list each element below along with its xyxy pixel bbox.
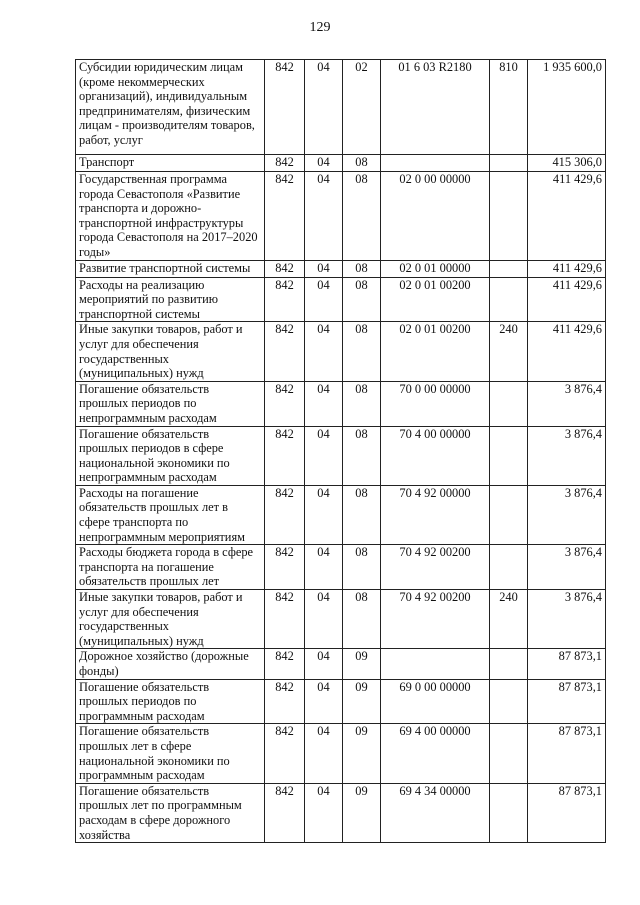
table-row [76,649,606,679]
target-article-cell: 70 4 00 00000 [381,426,490,485]
section-code-cell: 04 [305,381,343,426]
row-name-cell: Государственная программа города Севастополя «Развитие транспорта и дорожно-транспортной инфраструктуры города Севастополя на 2017–2020 годы» [76,172,265,261]
target-article-cell: 70 4 92 00200 [381,545,490,590]
amount-cell: 411 429,6 [528,172,606,261]
section-code-cell: 04 [305,679,343,724]
subsection-code-cell: 08 [343,381,381,426]
ved-code-cell: 842 [265,322,305,381]
subsection-code-cell: 09 [343,679,381,724]
amount-cell: 87 873,1 [528,783,606,842]
ved-code-cell: 842 [265,381,305,426]
target-article-cell: 02 0 01 00200 [381,277,490,322]
section-code-cell: 04 [305,277,343,322]
amount-cell: 411 429,6 [528,322,606,381]
amount-cell: 87 873,1 [528,724,606,783]
subsection-code-cell: 08 [343,545,381,590]
target-article-cell: 69 0 00 00000 [381,679,490,724]
section-code-cell: 04 [305,649,343,679]
subsection-code-cell: 09 [343,783,381,842]
amount-cell: 87 873,1 [528,649,606,679]
table-row [76,60,606,155]
ved-code-cell: 842 [265,679,305,724]
target-article-cell: 70 4 92 00200 [381,590,490,649]
ved-code-cell: 842 [265,485,305,544]
section-code-cell: 04 [305,485,343,544]
target-article-cell: 70 0 00 00000 [381,381,490,426]
expense-type-cell [490,155,528,172]
expense-type-cell [490,426,528,485]
budget-table [75,59,606,843]
row-name-cell: Расходы на реализацию мероприятий по развитию транспортной системы [76,277,265,322]
table-row [76,679,606,724]
subsection-code-cell: 08 [343,277,381,322]
subsection-code-cell: 08 [343,485,381,544]
target-article-cell: 69 4 34 00000 [381,783,490,842]
expense-type-cell [490,545,528,590]
row-name-cell: Расходы бюджета города в сфере транспорта на погашение обязательств прошлых лет [76,545,265,590]
table-row [76,260,606,277]
section-code-cell: 04 [305,724,343,783]
row-name-cell: Транспорт [76,155,265,172]
row-name-cell: Погашение обязательств прошлых периодов по программным расходам [76,679,265,724]
table-row [76,381,606,426]
amount-cell: 1 935 600,0 [528,60,606,155]
expense-type-cell [490,485,528,544]
amount-cell: 3 876,4 [528,485,606,544]
table-row [76,724,606,783]
table-row [76,590,606,649]
target-article-cell: 69 4 00 00000 [381,724,490,783]
ved-code-cell: 842 [265,172,305,261]
expense-type-cell: 810 [490,60,528,155]
amount-cell: 3 876,4 [528,590,606,649]
section-code-cell: 04 [305,590,343,649]
amount-cell: 411 429,6 [528,277,606,322]
row-name-cell: Развитие транспортной системы [76,260,265,277]
ved-code-cell: 842 [265,155,305,172]
target-article-cell [381,649,490,679]
table-row [76,322,606,381]
target-article-cell: 01 6 03 R2180 [381,60,490,155]
ved-code-cell: 842 [265,545,305,590]
subsection-code-cell: 02 [343,60,381,155]
row-name-cell: Расходы на погашение обязательств прошлых лет в сфере транспорта по непрограммным мероприятиям [76,485,265,544]
section-code-cell: 04 [305,426,343,485]
expense-type-cell [490,260,528,277]
table-row [76,155,606,172]
ved-code-cell: 842 [265,60,305,155]
subsection-code-cell: 08 [343,322,381,381]
target-article-cell: 02 0 01 00000 [381,260,490,277]
expense-type-cell [490,649,528,679]
row-name-cell: Погашение обязательств прошлых лет по программным расходам в сфере дорожного хозяйства [76,783,265,842]
section-code-cell: 04 [305,783,343,842]
target-article-cell: 70 4 92 00000 [381,485,490,544]
table-row [76,783,606,842]
subsection-code-cell: 09 [343,724,381,783]
target-article-cell: 02 0 01 00200 [381,322,490,381]
ved-code-cell: 842 [265,260,305,277]
expense-type-cell [490,381,528,426]
expense-type-cell [490,172,528,261]
expense-type-cell [490,277,528,322]
subsection-code-cell: 08 [343,172,381,261]
amount-cell: 411 429,6 [528,260,606,277]
ved-code-cell: 842 [265,649,305,679]
page-number: 129 [309,20,331,35]
section-code-cell: 04 [305,172,343,261]
expense-type-cell [490,783,528,842]
row-name-cell: Иные закупки товаров, работ и услуг для обеспечения государственных (муниципальных) нужд [76,322,265,381]
ved-code-cell: 842 [265,724,305,783]
amount-cell: 3 876,4 [528,381,606,426]
amount-cell: 87 873,1 [528,679,606,724]
row-name-cell: Погашение обязательств прошлых периодов по непрограммным расходам [76,381,265,426]
subsection-code-cell: 08 [343,260,381,277]
table-row [76,545,606,590]
target-article-cell: 02 0 00 00000 [381,172,490,261]
ved-code-cell: 842 [265,783,305,842]
table-body [76,60,606,843]
section-code-cell: 04 [305,260,343,277]
expense-type-cell [490,724,528,783]
table-row [76,172,606,261]
section-code-cell: 04 [305,322,343,381]
section-code-cell: 04 [305,60,343,155]
amount-cell: 415 306,0 [528,155,606,172]
section-code-cell: 04 [305,155,343,172]
table-row [76,485,606,544]
ved-code-cell: 842 [265,590,305,649]
section-code-cell: 04 [305,545,343,590]
amount-cell: 3 876,4 [528,426,606,485]
row-name-cell: Дорожное хозяйство (дорожные фонды) [76,649,265,679]
ved-code-cell: 842 [265,426,305,485]
subsection-code-cell: 08 [343,155,381,172]
row-name-cell: Иные закупки товаров, работ и услуг для обеспечения государственных (муниципальных) нужд [76,590,265,649]
subsection-code-cell: 09 [343,649,381,679]
row-name-cell: Погашение обязательств прошлых периодов в сфере национальной экономики по непрограммным расходам [76,426,265,485]
amount-cell: 3 876,4 [528,545,606,590]
subsection-code-cell: 08 [343,426,381,485]
expense-type-cell [490,679,528,724]
expense-type-cell: 240 [490,322,528,381]
expense-type-cell: 240 [490,590,528,649]
subsection-code-cell: 08 [343,590,381,649]
target-article-cell [381,155,490,172]
table-row [76,277,606,322]
row-name-cell: Субсидии юридическим лицам (кроме некоммерческих организаций), индивидуальным предпринимателям, физическим лицам - производителям товаров, работ, услуг [76,60,265,155]
ved-code-cell: 842 [265,277,305,322]
row-name-cell: Погашение обязательств прошлых лет в сфере национальной экономики по программным расходам [76,724,265,783]
table-row [76,426,606,485]
